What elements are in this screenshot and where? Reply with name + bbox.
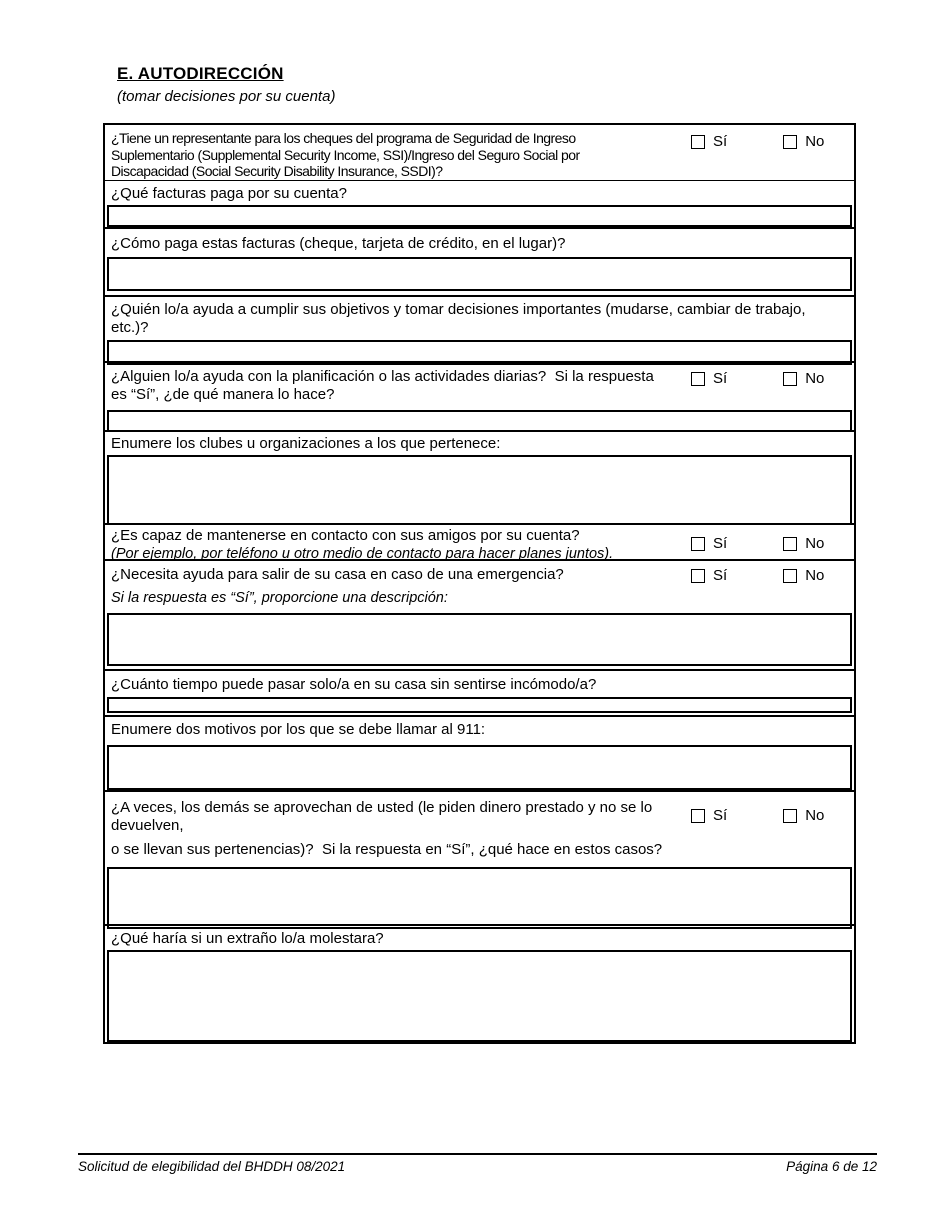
yes-label: Sí — [713, 567, 728, 584]
answer-input-how-pays[interactable] — [107, 257, 852, 291]
question-text: ¿Alguien lo/a ayuda con la planificación o las actividades diarias? Si la respuesta es “Sí”, ¿de qué manera lo hace? — [111, 368, 658, 403]
answer-input-emergency-help[interactable] — [107, 613, 852, 666]
yes-no-group — [691, 370, 824, 387]
no-option[interactable] — [783, 535, 824, 552]
question-text: ¿Quién lo/a ayuda a cumplir sus objetivos y tomar decisiones importantes (mudarse, cambiar de trabajo, etc.)? — [111, 301, 810, 336]
question-row-time-alone — [105, 669, 854, 715]
question-row-stranger — [105, 924, 854, 1042]
footer-document-label: Solicitud de elegibilidad del BHDDH 08/2021 — [78, 1159, 346, 1174]
yes-checkbox[interactable] — [691, 135, 705, 149]
answer-input-taken-advantage[interactable] — [107, 867, 852, 929]
question-row-bills — [105, 180, 854, 227]
question-row-taken-advantage — [105, 790, 854, 924]
question-note: (Por ejemplo, por teléfono u otro medio de contacto para hacer planes juntos). — [111, 546, 614, 562]
page-footer — [78, 1153, 877, 1174]
question-row-friends-contact — [105, 523, 854, 562]
no-label: No — [805, 133, 825, 150]
question-row-clubs — [105, 430, 854, 523]
self-direction-form — [103, 123, 856, 1044]
answer-input-bills[interactable] — [107, 205, 852, 227]
page-title: E. AUTODIRECCIÓN — [117, 64, 284, 83]
no-label: No — [805, 807, 825, 824]
yes-option[interactable] — [691, 133, 727, 150]
question-text: ¿Cómo paga estas facturas (cheque, tarjeta de crédito, en el lugar)? — [111, 235, 566, 252]
yes-label: Sí — [713, 133, 728, 150]
question-text: ¿Es capaz de mantenerse en contacto con sus amigos por su cuenta? — [111, 527, 580, 544]
answer-input-time-alone[interactable] — [107, 697, 852, 713]
question-row-ssi-representative — [105, 125, 854, 180]
no-option[interactable] — [783, 133, 824, 150]
footer-page-number: Página 6 de 12 — [786, 1159, 877, 1174]
question-text: ¿Qué haría si un extraño lo/a molestara? — [111, 930, 384, 947]
yes-option[interactable] — [691, 535, 727, 552]
yes-no-group — [691, 133, 824, 150]
no-option[interactable] — [783, 807, 824, 824]
yes-label: Sí — [713, 370, 728, 387]
question-row-emergency-help — [105, 559, 854, 669]
no-label: No — [805, 535, 825, 552]
question-row-who-helps-goals — [105, 295, 854, 361]
yes-label: Sí — [713, 535, 728, 552]
question-row-call-911 — [105, 715, 854, 790]
no-option[interactable] — [783, 567, 824, 584]
no-option[interactable] — [783, 370, 824, 387]
question-row-how-pays — [105, 227, 854, 295]
section-header — [117, 64, 335, 105]
no-checkbox[interactable] — [783, 372, 797, 386]
question-row-daily-planning — [105, 361, 854, 430]
answer-input-daily-planning[interactable] — [107, 410, 852, 432]
yes-no-group — [691, 535, 824, 552]
yes-checkbox[interactable] — [691, 372, 705, 386]
no-checkbox[interactable] — [783, 569, 797, 583]
no-label: No — [805, 567, 825, 584]
yes-checkbox[interactable] — [691, 809, 705, 823]
question-text: ¿A veces, los demás se aprovechan de usted (le piden dinero prestado y no se lo devuelven, — [111, 799, 657, 834]
question-text: ¿Tiene un representante para los cheques del programa de Seguridad de Ingreso Suplementario (Supplemental Security Income, SSI)/Ingreso del Seguro Social por Discapacidad (Social Security Disability Insurance, SSDI)? — [111, 130, 583, 179]
answer-input-stranger[interactable] — [107, 950, 852, 1042]
yes-option[interactable] — [691, 370, 727, 387]
yes-option[interactable] — [691, 807, 727, 824]
question-text: ¿Necesita ayuda para salir de su casa en caso de una emergencia? — [111, 566, 564, 583]
question-text: Enumere dos motivos por los que se debe llamar al 911: — [111, 721, 486, 738]
yes-checkbox[interactable] — [691, 537, 705, 551]
no-checkbox[interactable] — [783, 135, 797, 149]
answer-input-clubs[interactable] — [107, 455, 852, 525]
question-text-continued: o se llevan sus pertenencias)? Si la respuesta en “Sí”, ¿qué hace en estos casos? — [111, 841, 663, 858]
no-checkbox[interactable] — [783, 537, 797, 551]
question-text: Enumere los clubes u organizaciones a los que pertenece: — [111, 435, 501, 452]
yes-option[interactable] — [691, 567, 727, 584]
yes-no-group — [691, 807, 824, 824]
answer-input-call-911[interactable] — [107, 745, 852, 790]
yes-checkbox[interactable] — [691, 569, 705, 583]
no-checkbox[interactable] — [783, 809, 797, 823]
no-label: No — [805, 370, 825, 387]
question-text: ¿Cuánto tiempo puede pasar solo/a en su casa sin sentirse incómodo/a? — [111, 676, 597, 693]
page-subtitle: (tomar decisiones por su cuenta) — [117, 88, 336, 105]
yes-no-group — [691, 567, 824, 584]
question-text: ¿Qué facturas paga por su cuenta? — [111, 185, 347, 202]
question-note: Si la respuesta es “Sí”, proporcione una descripción: — [111, 590, 448, 606]
yes-label: Sí — [713, 807, 728, 824]
